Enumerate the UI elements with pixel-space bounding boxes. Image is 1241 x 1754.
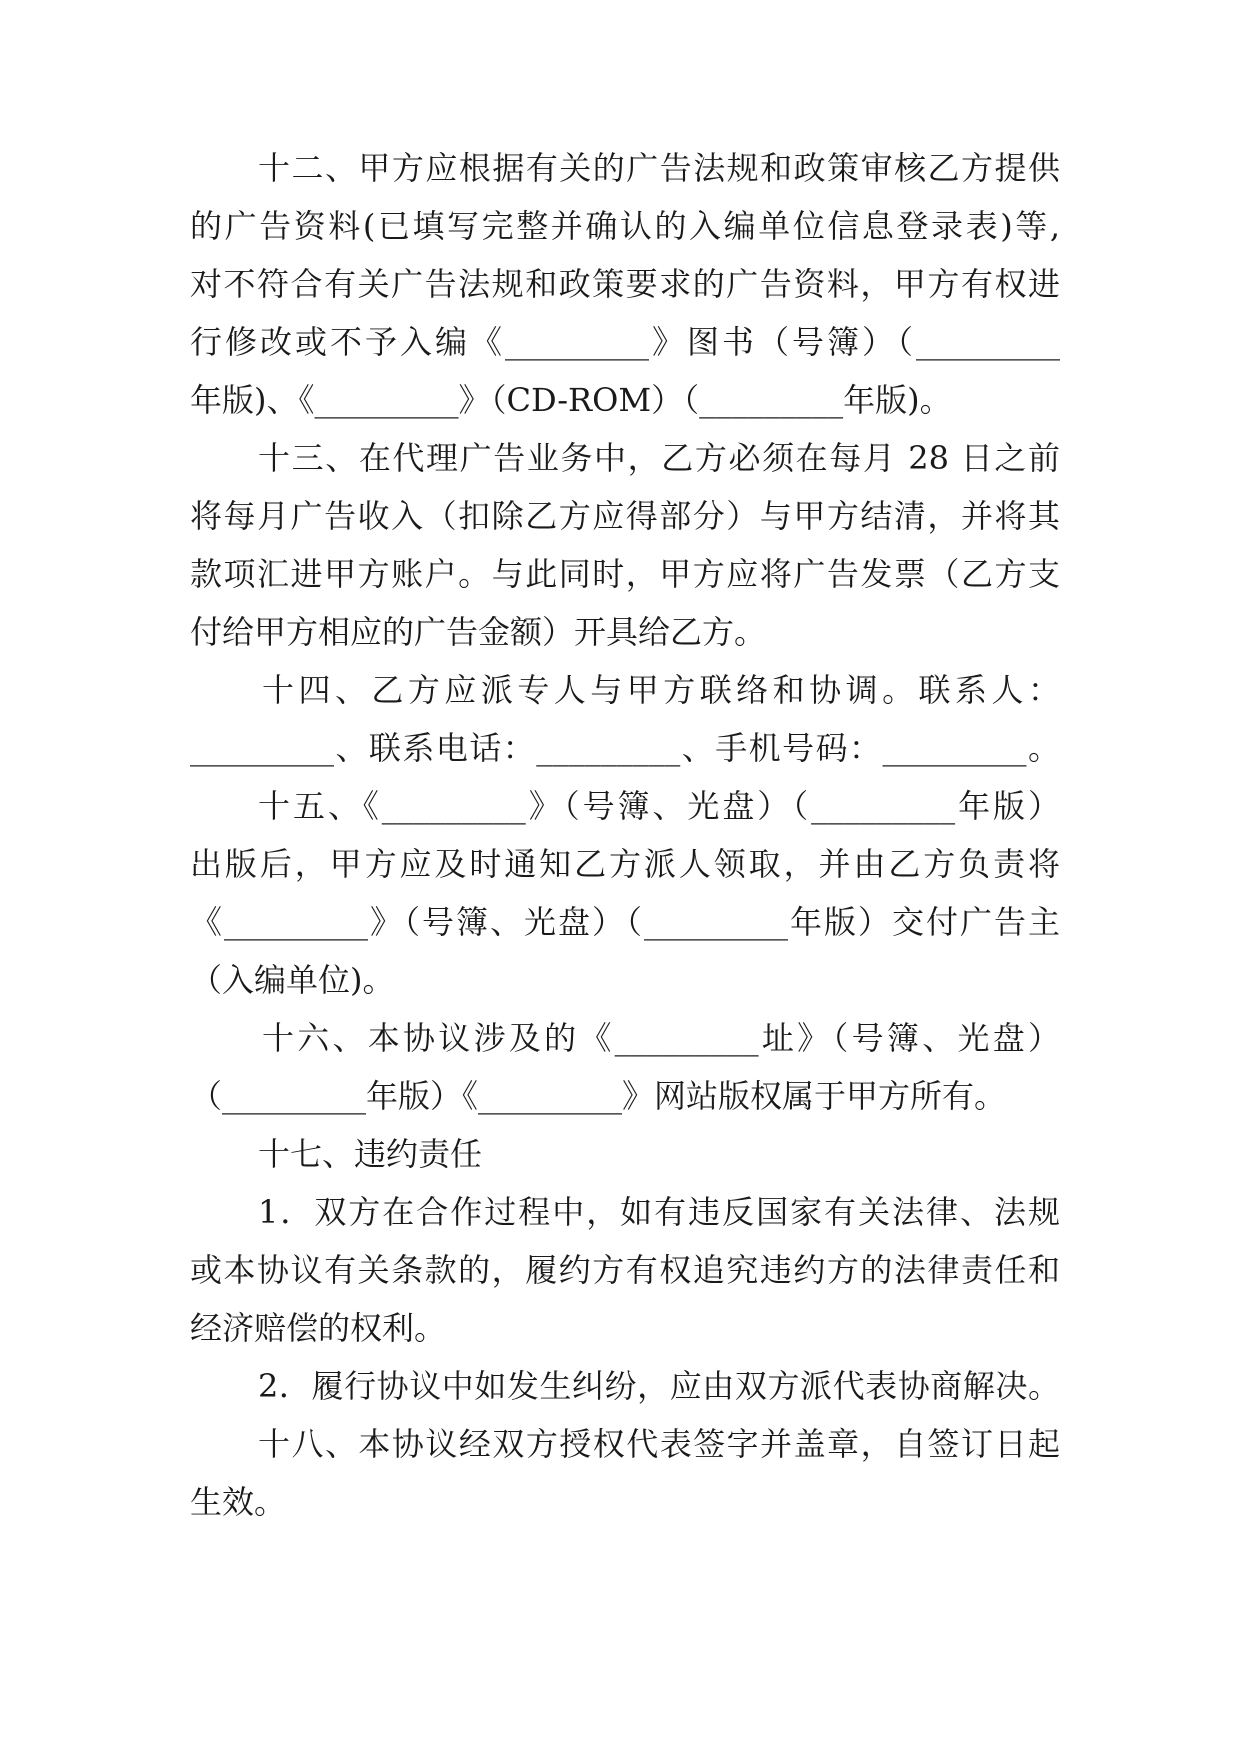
paragraph-12-line-2: 的广告资料(已填写完整并确认的入编单位信息登录表)等, [190, 207, 1060, 245]
paragraph-13-line-2: 将每月广告收入（扣除乙方应得部分）与甲方结清，并将其 [190, 497, 1060, 535]
paragraph-16-line-2: （_________年版）《_________》网站版权属于甲方所有。 [190, 1077, 1007, 1115]
paragraph-14-line-1: 十四、乙方应派专人与甲方联络和协调。联系人： [262, 671, 1060, 709]
clause-17-1-line-3: 经济赔偿的权利。 [190, 1309, 447, 1347]
clause-17-1-line-1: 1．双方在合作过程中，如有违反国家有关法律、法规 [258, 1193, 1060, 1231]
paragraph-18-line-1: 十八、本协议经双方授权代表签字并盖章，自签订日起 [258, 1425, 1060, 1463]
paragraph-16-line-1: 十六、本协议涉及的《_________址》（号簿、光盘） [262, 1019, 1060, 1057]
paragraph-15-line-4: （入编单位)。 [190, 961, 395, 999]
paragraph-14-line-2: _________、联系电话：_________、手机号码：_________。 [190, 729, 1060, 767]
paragraph-12-line-5: 年版)、《_________》（CD-ROM）（_________年版)。 [190, 381, 952, 419]
paragraph-13-line-1: 十三、在代理广告业务中，乙方必须在每月 28 日之前 [258, 439, 1060, 477]
paragraph-15-line-2: 出版后，甲方应及时通知乙方派人领取，并由乙方负责将 [190, 845, 1060, 883]
clause-17-2: 2．履行协议中如发生纠纷，应由双方派代表协商解决。 [258, 1367, 1060, 1405]
paragraph-15-line-3: 《_________》（号簿、光盘）（_________年版）交付广告主 [190, 903, 1060, 941]
clause-17-1-line-2: 或本协议有关条款的，履约方有权追究违约方的法律责任和 [190, 1251, 1060, 1289]
paragraph-12-line-1: 十二、甲方应根据有关的广告法规和政策审核乙方提供 [258, 149, 1060, 187]
paragraph-13-line-4: 付给甲方相应的广告金额）开具给乙方。 [190, 613, 767, 651]
paragraph-15-line-1: 十五、《_________》（号簿、光盘）（_________年版） [258, 787, 1060, 825]
section-17-heading: 十七、违约责任 [258, 1135, 483, 1173]
paragraph-13-line-3: 款项汇进甲方账户。与此同时，甲方应将广告发票（乙方支 [190, 555, 1060, 593]
paragraph-12-line-3: 对不符合有关广告法规和政策要求的广告资料，甲方有权进 [190, 265, 1060, 303]
paragraph-18-line-2: 生效。 [190, 1483, 287, 1521]
paragraph-12-line-4: 行修改或不予入编《_________》图书（号簿）（_________ [190, 323, 1060, 361]
